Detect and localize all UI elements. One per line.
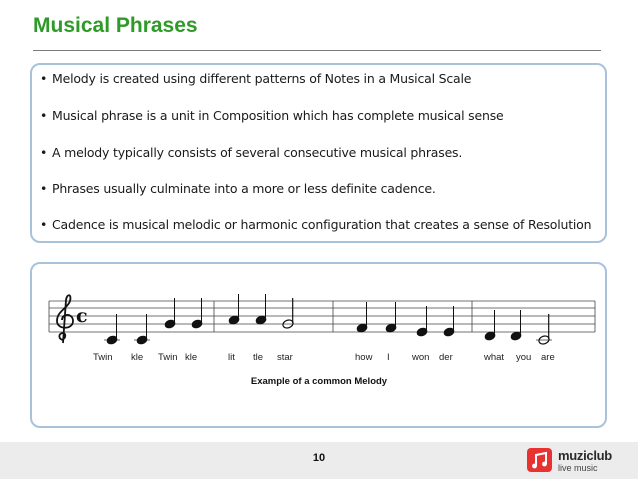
lyric-syllable: you xyxy=(516,352,532,363)
bullet-item: • Melody is created using different patterns of Notes in a Musical Scale xyxy=(40,71,472,86)
music-note-icon xyxy=(526,446,554,474)
common-time-symbol: c xyxy=(76,305,88,327)
lyric-syllable: kle xyxy=(185,352,198,363)
lyric-syllable: how xyxy=(355,352,373,363)
lyric-syllable: Twin xyxy=(158,352,178,363)
lyric-syllable: kle xyxy=(131,352,144,363)
slide-title: Musical Phrases xyxy=(33,14,198,37)
bullet-item: • Cadence is musical melodic or harmonic configuration that creates a sense of Resolution xyxy=(40,217,592,232)
logo-tagline: live music xyxy=(558,463,598,473)
lyric-syllable: I xyxy=(387,352,390,363)
lyric-syllable: der xyxy=(439,352,453,363)
treble-clef-icon xyxy=(57,295,73,343)
bullet-item: • Musical phrase is a unit in Composition which has complete musical sense xyxy=(40,108,504,123)
lyric-syllable: Twin xyxy=(93,352,113,363)
lyric-syllable: tle xyxy=(253,352,264,363)
lyric-syllable: won xyxy=(412,352,430,363)
lyric-syllable: are xyxy=(541,352,555,363)
lyric-syllable: lit xyxy=(228,352,235,363)
bullet-item: • Phrases usually culminate into a more or less definite cadence. xyxy=(40,181,436,196)
page-number: 10 xyxy=(312,452,326,464)
logo-name: muziclub xyxy=(558,448,612,463)
lyric-syllable: what xyxy=(484,352,505,363)
bullet-item: • A melody typically consists of several consecutive musical phrases. xyxy=(40,145,463,160)
brand-logo xyxy=(526,446,626,476)
lyric-syllable: star xyxy=(277,352,293,363)
notation-caption: Example of a common Melody xyxy=(250,376,388,387)
